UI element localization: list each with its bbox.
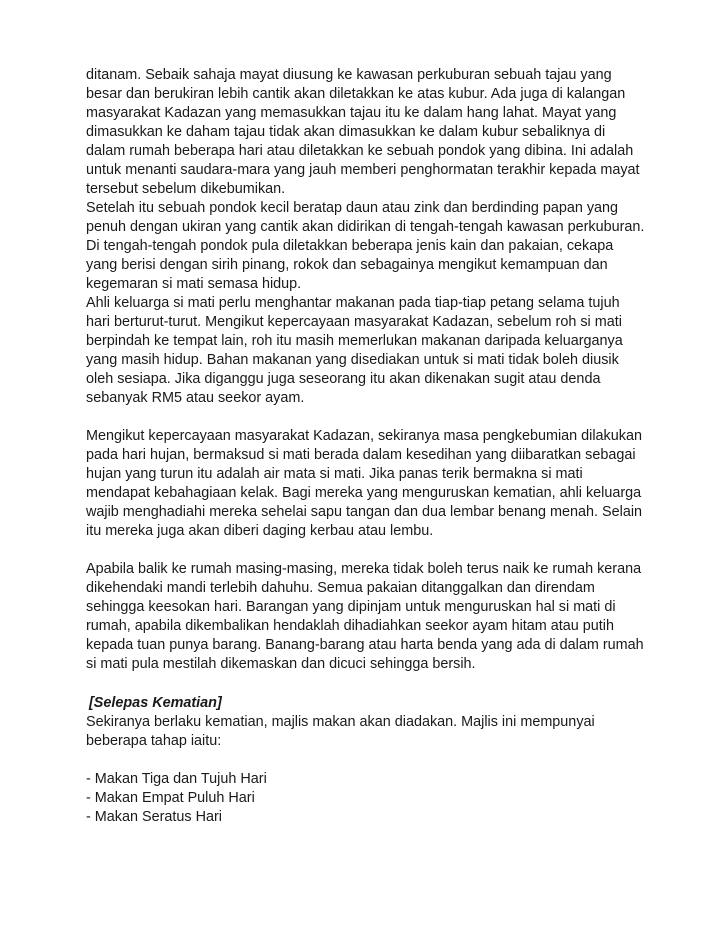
paragraph-grave-hut: Setelah itu sebuah pondok kecil beratap daun atau zink dan berdinding papan yang penuh dengan ukiran yang cantik akan didirikan di tengah-tengah kawasan perkuburan. Di tengah-tengah pondok pula diletakkan beberapa jenis kain dan pakaian, cekapa yang berisi dengan sirih pinang, rokok dan sebagainya mengikut kemampuan dan kegemaran si mati semasa hidup. <box>86 200 645 292</box>
list-item: - Makan Tiga dan Tujuh Hari <box>86 771 267 787</box>
list-item: - Makan Seratus Hari <box>86 809 222 825</box>
paragraph-spacer <box>86 751 686 770</box>
paragraph-food-offering: Ahli keluarga si mati perlu menghantar makanan pada tiap-tiap petang selama tujuh hari berturut-turut. Mengikut kepercayaan masyarakat Kadazan, sebelum roh si mati berpindah ke tempat lain, roh itu masih memerlukan makanan daripada keluarganya yang masih hidup. Bahan makanan yang disediakan untuk si mati tidak boleh diusik oleh sesiapa. Jika diganggu juga seseorang itu akan dikenakan sugit atau denda sebanyak RM5 atau seekor ayam. <box>86 295 623 406</box>
paragraph-spacer <box>86 674 686 694</box>
section-intro: Sekiranya berlaku kematian, majlis makan akan diadakan. Majlis ini mempunyai beberapa tahap iaitu: <box>86 714 595 749</box>
list-item: - Makan Empat Puluh Hari <box>86 790 255 806</box>
paragraph-burial-tajau: ditanam. Sebaik sahaja mayat diusung ke kawasan perkuburan sebuah tajau yang besar dan berukiran lebih cantik akan diletakkan ke atas kubur. Ada juga di kalangan masyarakat Kadazan yang memasukkan tajau itu ke dalam hang lahat. Mayat yang dimasukkan ke daham tajau tidak akan dimasukkan ke dalam kubur sebaliknya di dalam rumah beberapa hari atau diletakkan ke sebuah pondok yang dibina. Ini adalah untuk menanti saudara-mara yang jauh memberi penghormatan terakhir kepada mayat tersebut sebelum dikebumikan. <box>86 67 640 197</box>
paragraph-spacer <box>86 541 686 560</box>
ceremony-list <box>86 770 686 827</box>
paragraph-rain-belief: Mengikut kepercayaan masyarakat Kadazan, sekiranya masa pengkebumian dilakukan pada hari hujan, bermaksud si mati berada dalam kesedihan yang diibaratkan sebagai hujan yang turun itu adalah air mata si mati. Jika panas terik bermakna si mati mendapat kebahagiaan kelak. Bagi mereka yang menguruskan kematian, ahli keluarga wajib menghadiahi mereka sehelai sapu tangan dan dua lembar benang menah. Selain itu mereka juga akan diberi daging kerbau atau lembu. <box>86 428 643 539</box>
section-heading: [Selepas Kematian] <box>89 695 222 711</box>
paragraph-returning-home: Apabila balik ke rumah masing-masing, mereka tidak boleh terus naik ke rumah kerana dikehendaki mandi terlebih dahuhu. Semua pakaian ditanggalkan dan direndam sehingga keesokan hari. Barangan yang dipinjam untuk menguruskan hal si mati di rumah, apabila dikembalikan hendaklah dihadiahkan seekor ayam hitam atau putih kepada tuan punya barang. Banang-barang atau harta benda yang ada di dalam rumah si mati pula mestilah dikemaskan dan dicuci sehingga bersih. <box>86 561 644 672</box>
paragraph-spacer <box>86 408 686 427</box>
document-page <box>86 66 686 827</box>
